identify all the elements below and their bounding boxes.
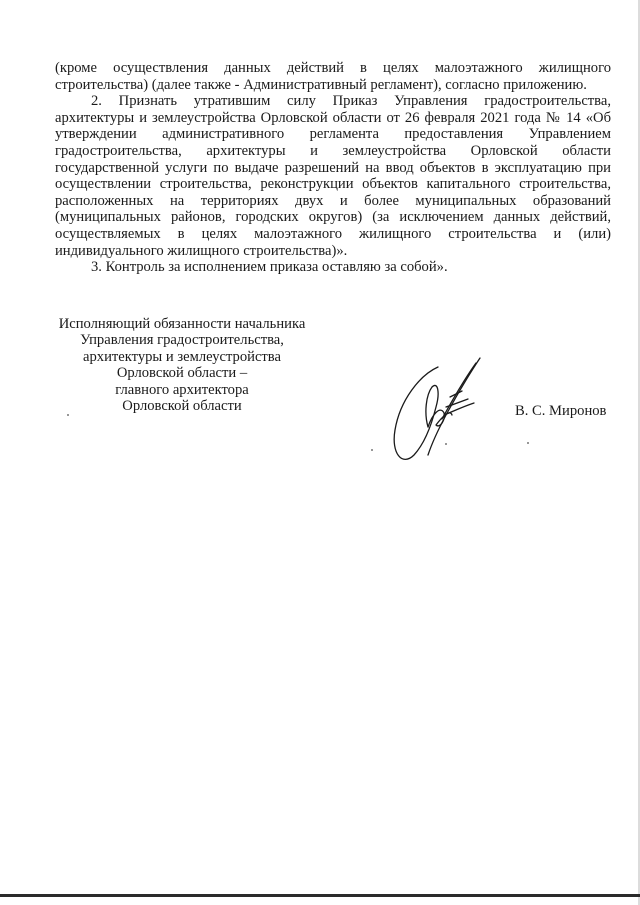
scan-speck	[371, 449, 373, 451]
signatory-position	[52, 316, 312, 414]
scan-speck	[445, 443, 447, 445]
position-line: архитектуры и землеустройства	[83, 348, 281, 365]
position-line: Исполняющий обязанности начальника	[58, 316, 306, 332]
position-line: Управления градостроительства,	[80, 332, 284, 349]
signer-name: В. С. Миронов	[515, 403, 607, 419]
handwritten-signature	[380, 355, 495, 480]
position-line: Орловской области	[122, 398, 242, 415]
scan-speck	[527, 442, 529, 444]
position-line: главного архитектора	[115, 381, 249, 398]
scan-speck	[67, 414, 69, 416]
position-line: Орловской области –	[116, 365, 248, 382]
document-body	[55, 60, 611, 276]
paragraph-1: (кроме осуществления данных действий в целях малоэтажного жилищного строительства) (далее также - Административный регламент), согласно приложению.	[55, 60, 611, 93]
scan-bottom-edge	[0, 894, 640, 897]
paragraph-3: 3. Контроль за исполнением приказа оставляю за собой».	[91, 259, 448, 276]
paragraph-2: 2. Признать утратившим силу Приказ Управления градостроительства, архитектуры и землеустройства Орловской области от 26 февраля 2021 года № 14 «Об утверждении административного регламента предоставления Управлением градостроительства, архитектуры и землеустройства Орловской области государственной услуги по выдаче разрешений на ввод объектов в эксплуатацию при осуществлении строительства, реконструкции объектов капитального строительства, расположенных на территориях двух и более муниципальных образований (муниципальных районов, городских округов) (за исключением данных действий, осуществляемых в целях малоэтажного жилищного строительства и (или) индивидуального жилищного строительства)».	[55, 93, 611, 259]
